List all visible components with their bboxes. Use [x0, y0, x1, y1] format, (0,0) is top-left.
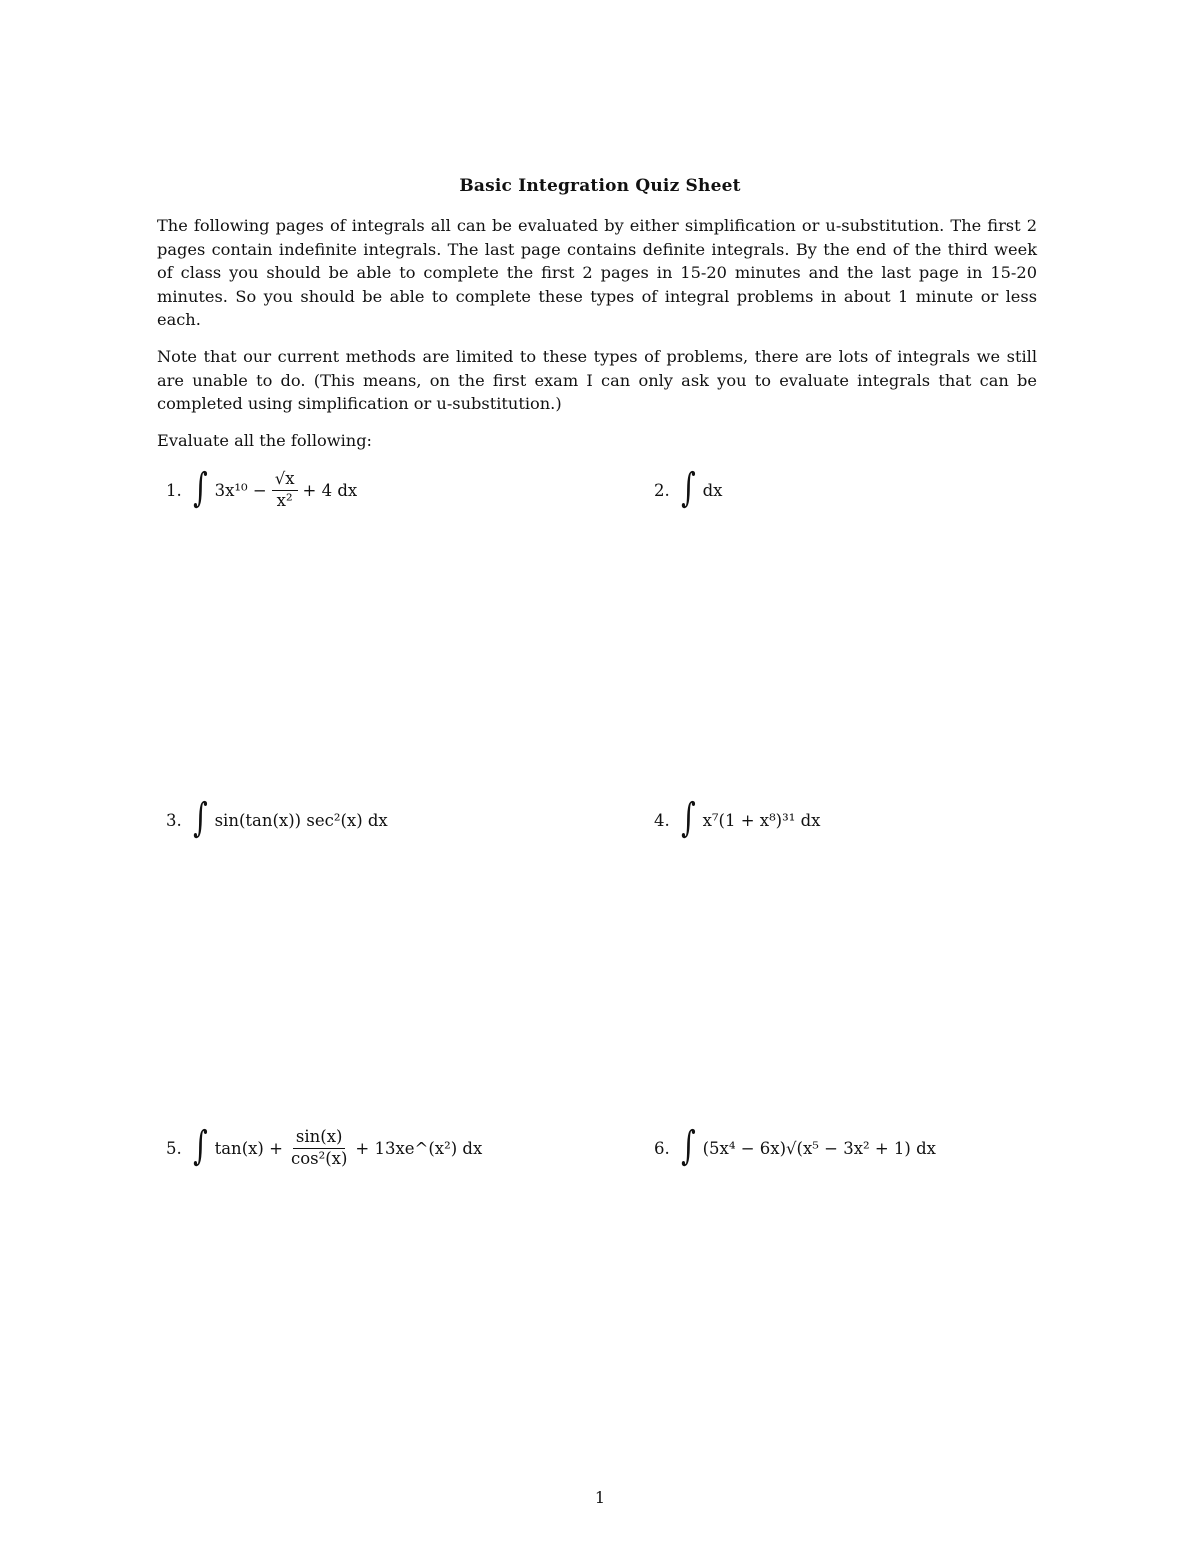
page-number: 1: [594, 1488, 606, 1507]
instruction-text: Evaluate all the following:: [157, 431, 373, 450]
integrand: sin(tan(x)) sec²(x) dx: [214, 810, 388, 830]
integrand-post: + 13xe^(x²) dx: [355, 1138, 483, 1158]
integral-sign: ∫: [192, 1123, 208, 1170]
integral-sign: ∫: [680, 465, 696, 511]
problem-4: [654, 795, 821, 841]
problem-number: 3.: [166, 810, 182, 830]
note-paragraph: Note that our current methods are limited to these types of problems, there are lots of integrals we still are unable to do. (This means, on the first exam I can only ask you to evaluate integrals that can be completed using simplification or u-substitution.): [157, 347, 1037, 413]
fraction-numerator: sin(x): [293, 1128, 346, 1149]
integrand-pre: tan(x) +: [214, 1138, 283, 1158]
integral-sign: ∫: [192, 465, 208, 512]
integral-sign: ∫: [680, 1123, 696, 1169]
integrand-post: + 4 dx: [302, 480, 358, 500]
integrand: [215, 470, 358, 511]
fraction-denominator: cos²(x): [290, 1148, 348, 1168]
intro-paragraph: The following pages of integrals all can be evaluated by either simplification or u-substitution. The first 2 pages contain indefinite integrals. The last page contains definite integrals. By the end of the third week of class you should be able to complete the first 2 pages in 15-20 minutes and the last page in 15-20 minutes. So you should be able to complete these types of integral problems in about 1 minute or less each.: [157, 216, 1037, 329]
problem-number: 1.: [166, 480, 182, 500]
problem-1: [166, 465, 358, 512]
integrand: dx: [702, 480, 723, 500]
problem-2: [654, 465, 723, 511]
integral-sign: ∫: [680, 795, 696, 841]
fraction-numerator: √x: [272, 470, 298, 491]
fraction: [288, 1128, 350, 1169]
problem-6: [654, 1123, 936, 1169]
problem-5: [166, 1123, 483, 1170]
integrand: (5x⁴ − 6x)√(x⁵ − 3x² + 1) dx: [702, 1138, 936, 1158]
integrand: x⁷(1 + x⁸)³¹ dx: [702, 810, 821, 830]
problem-3: [166, 795, 388, 841]
problem-number: 5.: [166, 1138, 182, 1158]
problem-number: 6.: [654, 1138, 670, 1158]
integrand: [215, 1128, 483, 1169]
fraction-denominator: x²: [276, 490, 293, 510]
page-title: Basic Integration Quiz Sheet: [459, 176, 741, 196]
problem-number: 2.: [654, 480, 670, 500]
integral-sign: ∫: [192, 795, 208, 841]
integrand-pre: 3x¹⁰ −: [214, 480, 267, 500]
problem-number: 4.: [654, 810, 670, 830]
fraction: [272, 470, 298, 511]
